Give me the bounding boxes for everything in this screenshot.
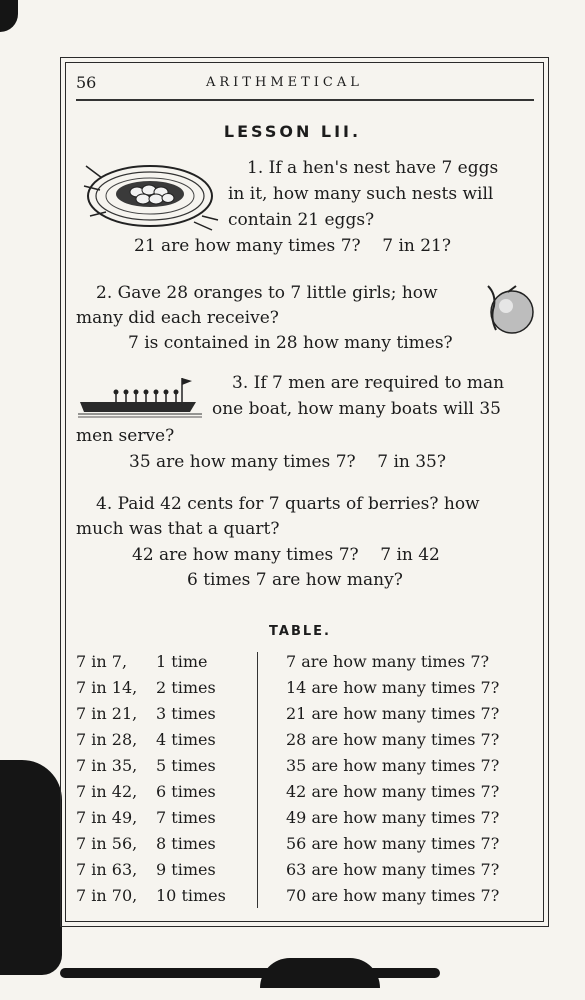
problem-1-line-3: contain 21 eggs? (228, 210, 375, 230)
table-title: TABLE. (269, 624, 331, 639)
table-cell-question: 70 are how many times 7? (286, 886, 500, 905)
orange-icon (482, 282, 536, 336)
bird-nest-icon (82, 156, 220, 232)
table-row (76, 808, 536, 834)
table-cell-divisor: 7 in 28, (76, 730, 138, 749)
table-cell-divisor: 7 in 70, (76, 886, 138, 905)
problem-3-question: 35 are how many times 7? 7 in 35? (129, 452, 446, 472)
header-rule (76, 99, 534, 101)
problem-3-line-2: one boat, how many boats will 35 (212, 399, 501, 419)
table-cell-question: 7 are how many times 7? (286, 652, 490, 671)
rowboat-icon (78, 376, 204, 418)
table-row (76, 678, 536, 704)
table-row (76, 886, 536, 912)
table-row (76, 730, 536, 756)
table-row (76, 834, 536, 860)
table-cell-divisor: 7 in 56, (76, 834, 138, 853)
problem-2-line-1: 2. Gave 28 oranges to 7 little girls; how (96, 283, 438, 303)
table-cell-question: 28 are how many times 7? (286, 730, 500, 749)
table-cell-divisor: 7 in 35, (76, 756, 138, 775)
table-cell-times: 2 times (156, 678, 216, 697)
problem-1-line-2: in it, how many such nests will (228, 184, 494, 204)
problem-3-line-3: men serve? (76, 426, 175, 446)
table-cell-times: 4 times (156, 730, 216, 749)
lesson-title: LESSON LII. (223, 122, 362, 141)
table-cell-divisor: 7 in 42, (76, 782, 138, 801)
problem-4-question: 42 are how many times 7? 7 in 42 (132, 545, 440, 565)
table-cell-question: 63 are how many times 7? (286, 860, 500, 879)
problem-2-line-2: many did each receive? (76, 308, 279, 328)
page-header (76, 73, 534, 95)
torn-edge-bottom-left (0, 760, 62, 975)
problem-1-line-1: 1. If a hen's nest have 7 eggs (247, 158, 499, 178)
table-cell-question: 21 are how many times 7? (286, 704, 500, 723)
problem-2-question: 7 is contained in 28 how many times? (128, 333, 453, 353)
table-cell-times: 10 times (156, 886, 226, 905)
table-cell-question: 56 are how many times 7? (286, 834, 500, 853)
table-row (76, 782, 536, 808)
table-cell-divisor: 7 in 21, (76, 704, 138, 723)
table-cell-question: 42 are how many times 7? (286, 782, 500, 801)
table-cell-times: 9 times (156, 860, 216, 879)
table-cell-divisor: 7 in 14, (76, 678, 138, 697)
table-cell-times: 5 times (156, 756, 216, 775)
table-cell-times: 7 times (156, 808, 216, 827)
table-cell-question: 49 are how many times 7? (286, 808, 500, 827)
table-row (76, 652, 536, 678)
problem-1-question: 21 are how many times 7? 7 in 21? (134, 236, 451, 256)
problem-4-line-1: 4. Paid 42 cents for 7 quarts of berries? how (96, 494, 480, 514)
table-cell-times: 3 times (156, 704, 216, 723)
problem-3-line-1: 3. If 7 men are required to man (232, 373, 505, 393)
table-cell-times: 1 time (156, 652, 208, 671)
table-cell-divisor: 7 in 7, (76, 652, 128, 671)
table-row (76, 756, 536, 782)
table-row (76, 704, 536, 730)
problem-4-question-2: 6 times 7 are how many? (187, 570, 403, 590)
table-cell-times: 8 times (156, 834, 216, 853)
table-cell-question: 35 are how many times 7? (286, 756, 500, 775)
table-cell-divisor: 7 in 63, (76, 860, 138, 879)
table-cell-question: 14 are how many times 7? (286, 678, 500, 697)
torn-edge-bottom-strip (60, 968, 440, 978)
table-cell-divisor: 7 in 49, (76, 808, 138, 827)
problem-4-line-2: much was that a quart? (76, 519, 280, 539)
page-number: 56 (76, 73, 97, 92)
running-head: ARITHMETICAL (206, 75, 363, 90)
table-row (76, 860, 536, 886)
table-cell-times: 6 times (156, 782, 216, 801)
